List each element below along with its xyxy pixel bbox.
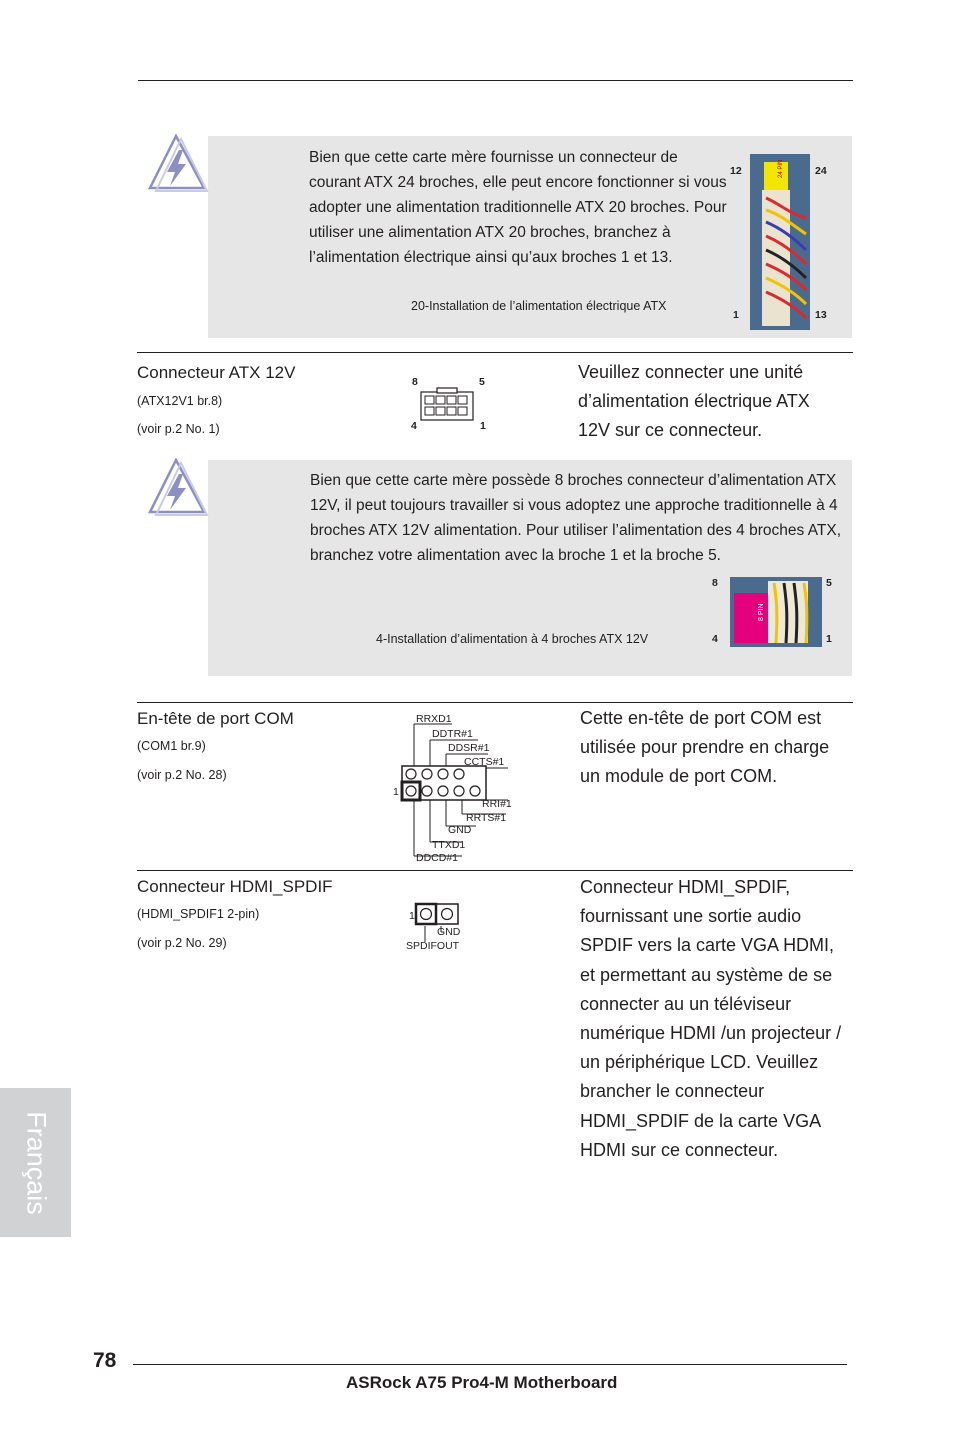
- com-label-ddsr1: DDSR#1: [448, 742, 490, 754]
- atx12v-title: Connecteur ATX 12V: [137, 363, 296, 382]
- com-label-ddcd1: DDCD#1: [416, 852, 459, 864]
- atx24-pin-12: 12: [730, 165, 742, 177]
- com-header-diagram: [390, 710, 520, 864]
- hdmi-title: Connecteur HDMI_SPDIF: [137, 877, 333, 896]
- atx12v-note-pin-5: 5: [826, 577, 832, 589]
- hdmi-spdif-diagram: [404, 900, 468, 954]
- atx12v-diagram-pin-4: 4: [411, 420, 417, 432]
- atx24-pin-24: 24: [815, 165, 827, 177]
- header-rule: [138, 80, 853, 81]
- atx12v-note-pin-4: 4: [712, 633, 718, 645]
- com-label-rri1: RRI#1: [482, 798, 512, 810]
- com-description: Cette en-tête de port COM est utilisée pour prendre en charge un module de port COM.: [580, 708, 830, 787]
- section-rule-hdmi: [137, 870, 853, 871]
- com-pin1-label: 1: [393, 786, 399, 798]
- note-atx24-caption: 20-Installation de l’alimentation électrique ATX: [411, 299, 667, 313]
- atx24-pin-13: 13: [815, 309, 827, 321]
- atx12v-diagram-pin-8: 8: [412, 376, 418, 388]
- atx24-connector-photo: [750, 154, 810, 330]
- section-rule-atx12v: [137, 352, 853, 353]
- footer-rule: [133, 1364, 847, 1365]
- note-atx12v-caption: 4-Installation d’alimentation à 4 broches ATX 12V: [376, 632, 649, 646]
- hdmi-gnd-label: GND: [437, 926, 461, 938]
- hdmi-spdifout-label: SPDIFOUT: [406, 940, 460, 952]
- atx24-connector-label: 24 PIN: [778, 159, 784, 178]
- com-label-gnd: GND: [448, 824, 472, 836]
- language-tab: [0, 1088, 71, 1237]
- com-label-rrts1: RRTS#1: [466, 812, 507, 824]
- com-label-ttxd1: TTXD1: [432, 839, 466, 851]
- note-atx24-text: Bien que cette carte mère fournisse un connecteur de courant ATX 24 broches, elle peut encore fonctionner si vous adopter une alimentation traditionnelle ATX 20 broches. Pour utiliser une alimentation ATX 20 broches, branchez à l’alimentation électrique ainsi qu’aux broches 1 et 13.: [309, 149, 727, 266]
- warning-icon: [146, 458, 210, 518]
- atx12v-description: Veuillez connecter une unité d’alimentation électrique ATX 12V sur ce connecteur.: [578, 362, 810, 441]
- com-label-ccts1: CCTS#1: [464, 756, 505, 768]
- com-title: En-tête de port COM: [137, 709, 294, 728]
- page-number: 78: [93, 1349, 117, 1372]
- footer-title: ASRock A75 Pro4-M Motherboard: [346, 1373, 618, 1392]
- atx12v-subtitle-ref: (voir p.2 No. 1): [137, 422, 220, 436]
- hdmi-subtitle-ref: (voir p.2 No. 29): [137, 936, 227, 950]
- atx12v-subtitle-pins: (ATX12V1 br.8): [137, 394, 223, 408]
- atx24-pin-1: 1: [733, 309, 739, 321]
- atx12v-connector-diagram: [420, 387, 474, 421]
- section-rule-com: [137, 702, 853, 703]
- language-tab-label: Français: [21, 1110, 51, 1215]
- com-subtitle-pins: (COM1 br.9): [137, 739, 206, 753]
- com-label-ddtr1: DDTR#1: [432, 728, 473, 740]
- hdmi-pin1-label: 1: [409, 910, 415, 922]
- atx12v-connector-photo: [730, 577, 822, 647]
- hdmi-description: Connecteur HDMI_SPDIF, fournissant une sortie audio SPDIF vers la carte VGA HDMI, et permettant au système de se connecter au un téléviseur numérique HDMI /un projecteur / un périphérique LCD. Veuillez brancher le connecteur HDMI_SPDIF de la carte VGA HDMI sur ce connecteur.: [580, 877, 842, 1160]
- atx12v-note-pin-8: 8: [712, 577, 718, 589]
- com-label-rrxd1: RRXD1: [416, 713, 452, 725]
- atx12v-diagram-pin-1: 1: [480, 420, 486, 432]
- com-subtitle-ref: (voir p.2 No. 28): [137, 768, 227, 782]
- warning-icon: [146, 134, 210, 194]
- atx12v-connector-label: 8 PIN: [758, 603, 765, 621]
- atx12v-note-pin-1: 1: [826, 633, 832, 645]
- note-atx12v-text: Bien que cette carte mère possède 8 broches connecteur d’alimentation ATX 12V, il peut toujours travailler si vous adoptez une approche traditionnelle à 4 broches ATX 12V alimentation. Pour utiliser l’alimentation des 4 broches ATX, branchez votre alimentation avec la broche 1 et la broche 5.: [310, 472, 842, 564]
- hdmi-subtitle-pins: (HDMI_SPDIF1 2-pin): [137, 907, 260, 921]
- atx12v-diagram-pin-5: 5: [479, 376, 485, 388]
